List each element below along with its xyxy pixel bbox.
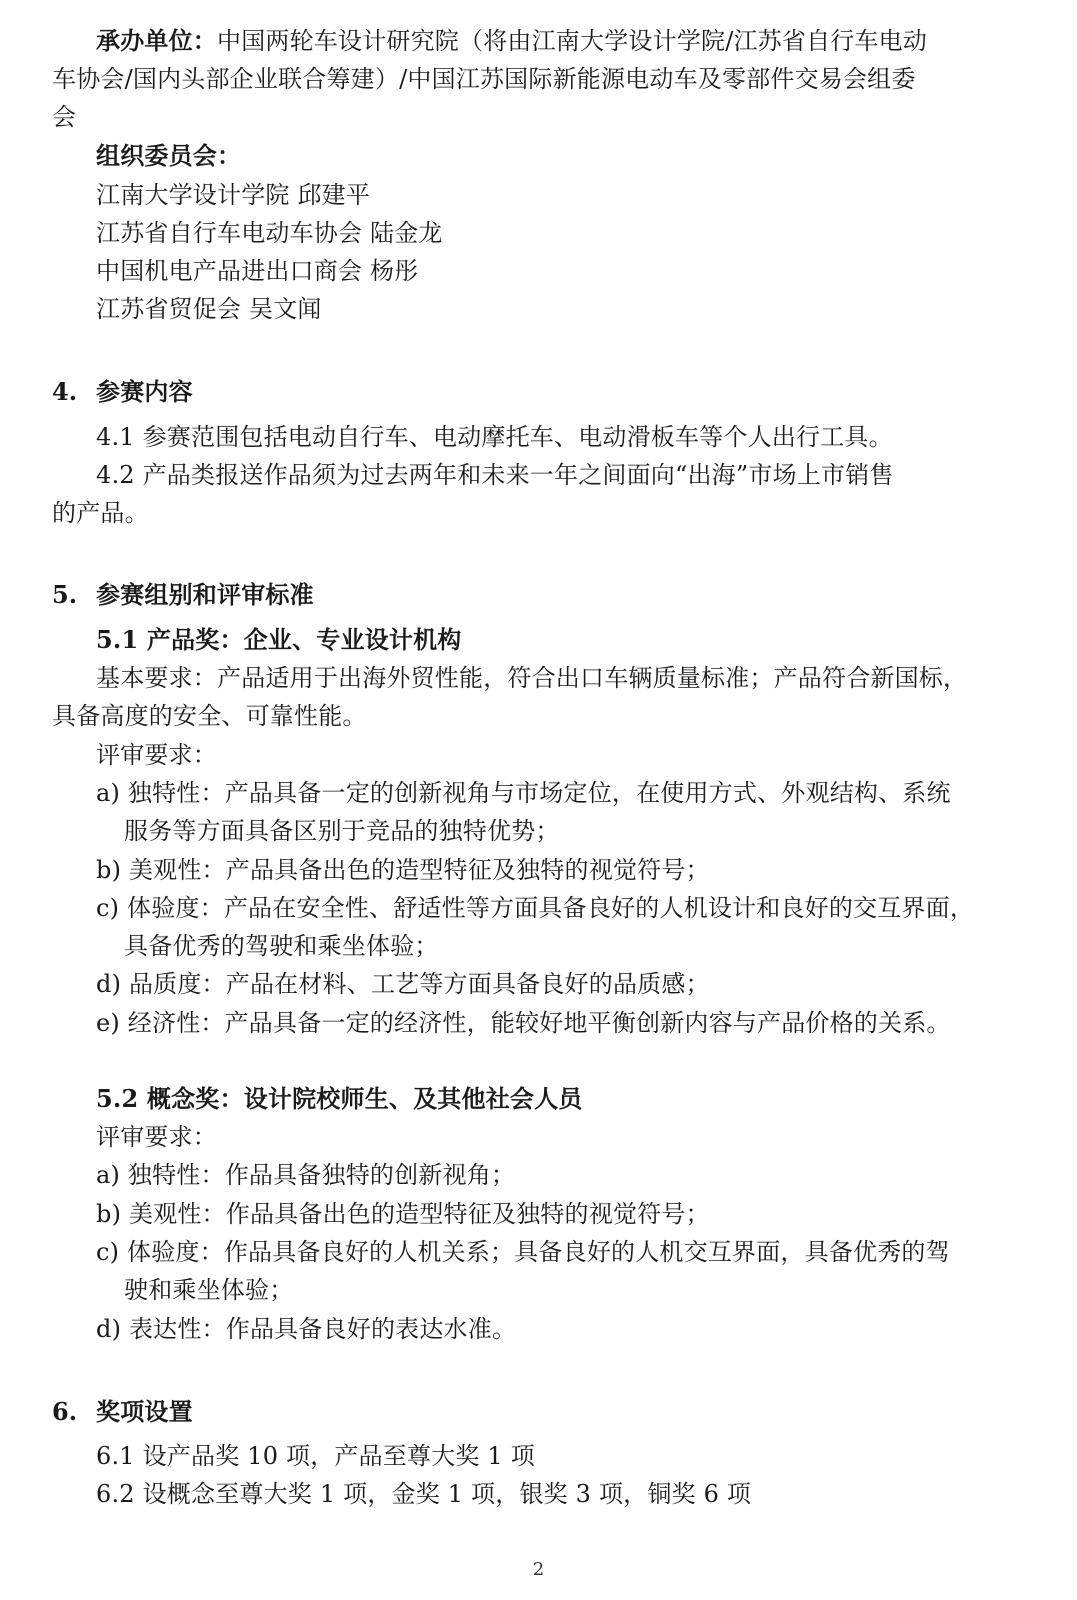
- section6-p1: 6.1 设产品奖 10 项，产品至尊大奖 1 项: [96, 1442, 535, 1470]
- criteria-item: e) 经济性：产品具备一定的经济性，能较好地平衡创新内容与产品价格的关系。: [96, 1009, 951, 1037]
- basic-requirement-line2: 具备高度的安全、可靠性能。: [52, 702, 367, 730]
- criteria-item: d) 品质度：产品在材料、工艺等方面具备良好的品质感；: [96, 970, 710, 998]
- committee-member: 中国机电产品进出口商会 杨彤: [96, 257, 419, 285]
- concept-criteria-item: d) 表达性：作品具备良好的表达水准。: [96, 1315, 517, 1343]
- committee-member: 江苏省自行车电动车协会 陆金龙: [96, 219, 443, 247]
- concept-criteria-item-continuation: 驶和乘坐体验；: [124, 1276, 294, 1304]
- section5-1-title: 5.1 产品奖：企业、专业设计机构: [96, 625, 462, 654]
- section4-title: 参赛内容: [96, 377, 193, 406]
- section5-title: 参赛组别和评审标准: [96, 580, 314, 609]
- concept-criteria-item: b) 美观性：作品具备出色的造型特征及独特的视觉符号；: [96, 1200, 710, 1228]
- organizer-line2: 车协会/国内头部企业联合筹建）/中国江苏国际新能源电动车及零部件交易会组委: [52, 65, 916, 93]
- committee-member: 江南大学设计学院 邱建平: [96, 181, 371, 209]
- criteria-item: b) 美观性：产品具备出色的造型特征及独特的视觉符号；: [96, 856, 710, 884]
- review-label: 评审要求：: [96, 1123, 217, 1151]
- section4-number: 4.: [52, 377, 78, 406]
- concept-criteria-item: a) 独特性：作品具备独特的创新视角；: [96, 1161, 516, 1189]
- review-label: 评审要求：: [96, 741, 217, 769]
- criteria-item-continuation: 具备优秀的驾驶和乘坐体验；: [124, 932, 439, 960]
- section6-title: 奖项设置: [96, 1397, 193, 1426]
- organizer-line3: 会: [52, 103, 77, 131]
- criteria-item: a) 独特性：产品具备一定的创新视角与市场定位，在使用方式、外观结构、系统: [96, 779, 951, 807]
- section4-p2-line1: 4.2 产品类报送作品须为过去两年和未来一年之间面向“出海”市场上市销售: [96, 461, 894, 489]
- criteria-item: c) 体验度：产品在安全性、舒适性等方面具备良好的人机设计和良好的交互界面，: [96, 894, 975, 922]
- organizer-line1: [96, 26, 927, 56]
- section6-p2: 6.2 设概念至尊大奖 1 项，金奖 1 项，银奖 3 项，铜奖 6 项: [96, 1480, 752, 1508]
- section5-2-title: 5.2 概念奖：设计院校师生、及其他社会人员: [96, 1084, 583, 1113]
- organizer-label: 承办单位：: [96, 26, 217, 55]
- section5-number: 5.: [52, 580, 78, 609]
- page-number: 2: [532, 1559, 545, 1580]
- organizer-text: 中国两轮车设计研究院（将由江南大学设计学院/江苏省自行车电动: [217, 27, 928, 55]
- committee-member: 江苏省贸促会 吴文闻: [96, 295, 322, 323]
- section4-p1: 4.1 参赛范围包括电动自行车、电动摩托车、电动滑板车等个人出行工具。: [96, 423, 893, 451]
- concept-criteria-item: c) 体验度：作品具备良好的人机关系；具备良好的人机交互界面，具备优秀的驾: [96, 1238, 950, 1266]
- committee-heading: 组织委员会：: [96, 141, 242, 170]
- section4-p2-line2: 的产品。: [52, 499, 149, 527]
- section6-number: 6.: [52, 1397, 78, 1426]
- basic-requirement-line1: 基本要求：产品适用于出海外贸性能，符合出口车辆质量标准；产品符合新国标，: [96, 664, 968, 692]
- criteria-item-continuation: 服务等方面具备区别于竞品的独特优势；: [124, 817, 560, 845]
